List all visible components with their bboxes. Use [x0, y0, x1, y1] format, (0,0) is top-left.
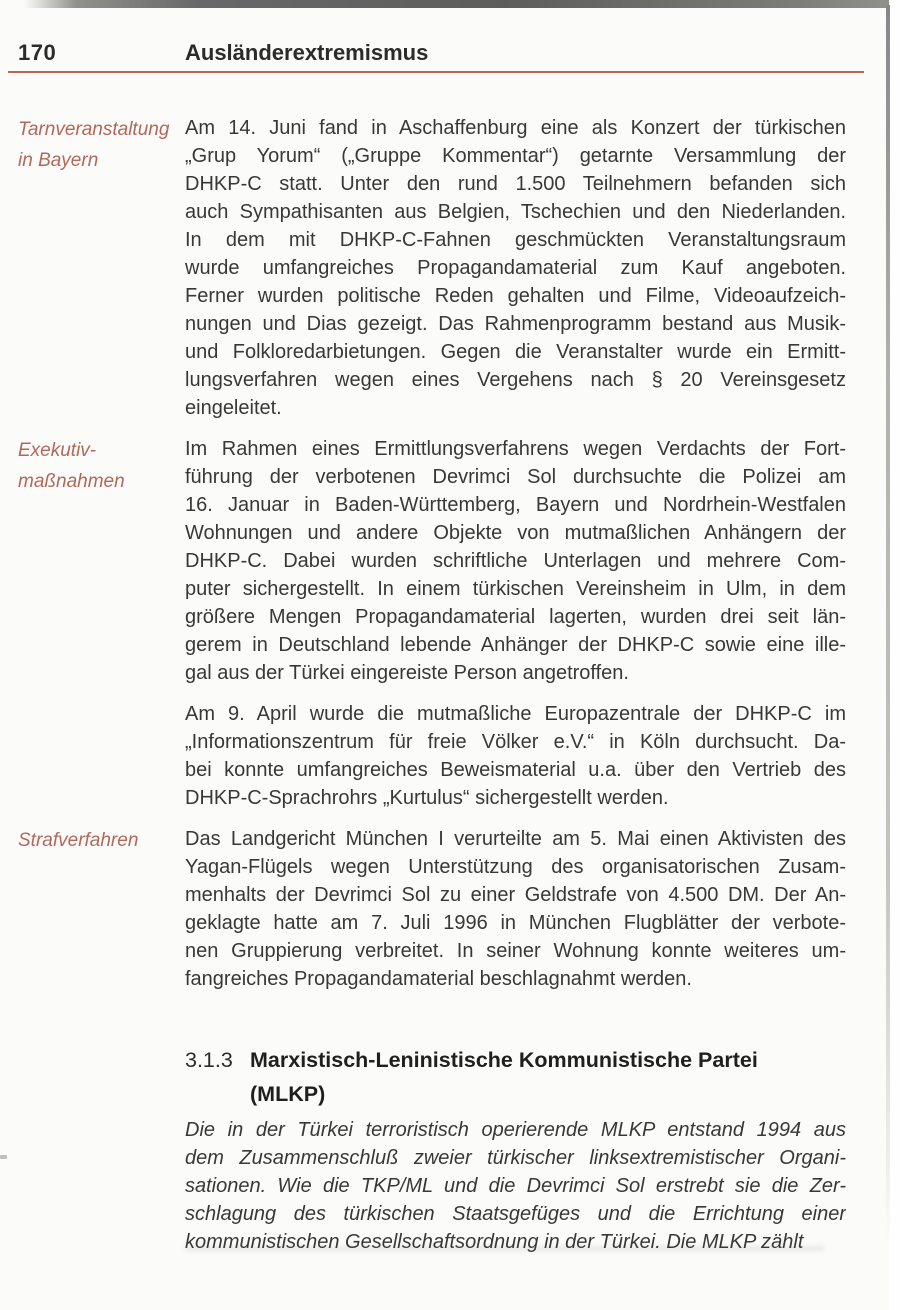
text-line: fangreiches Propagandamaterial beschlagnahmt werden.: [185, 968, 692, 990]
text-line: puter sichergestellt. In einem türkischen Vereinsheim in Ulm, in dem: [185, 578, 846, 600]
paragraph: [185, 825, 846, 993]
text-line: schlagung des türkischen Staatsgefüges und die Errichtung einer: [185, 1203, 846, 1225]
text-line: und Folkloredarbietungen. Gegen die Veranstalter wurde ein Ermitt-: [185, 341, 846, 363]
text-line: gerem in Deutschland lebende Anhänger der DHKP-C sowie eine ille-: [185, 634, 846, 656]
text-line: „Grup Yorum“ („Gruppe Kommentar“) getarnte Versammlung der: [185, 145, 846, 167]
margin-label-line: in Bayern: [18, 150, 99, 171]
heading-title-line: (MLKP): [250, 1082, 326, 1106]
page-title: Ausländerextremismus: [185, 40, 429, 65]
text-line: „Informationszentrum für freie Völker e.V.“ in Köln durchsucht. Da-: [185, 731, 846, 753]
paragraph: [185, 435, 846, 687]
text-line: menhalts der Devrimci Sol zu einer Geldstrafe von 4.500 DM. Der An-: [185, 884, 846, 906]
text-line: auch Sympathisanten aus Belgien, Tschechien und den Niederlanden.: [185, 201, 846, 223]
paragraph: [185, 114, 846, 422]
margin-label: [18, 114, 180, 176]
text-line: nen Gruppierung verbreitet. In seiner Wohnung konnte weiteres um-: [185, 940, 846, 962]
header-rule: [8, 71, 864, 73]
text-line: sationen. Wie die TKP/ML und die Devrimci Sol erstrebt sie die Zer-: [185, 1175, 846, 1197]
text-line: gal aus der Türkei eingereiste Person angetroffen.: [185, 662, 629, 684]
text-line: dem Zusammenschluß zweier türkischer linksextremistischer Organi-: [185, 1147, 846, 1169]
section-heading: [185, 1043, 846, 1111]
paragraph: [185, 700, 846, 812]
text-line: führung der verbotenen Devrimci Sol durchsuchte die Polizei am: [185, 466, 846, 488]
scan-top-edge: [24, 0, 900, 8]
margin-label: [18, 825, 180, 856]
text-line: Das Landgericht München I verurteilte am 5. Mai einen Aktivisten des: [185, 828, 846, 850]
margin-label-line: maßnahmen: [18, 471, 125, 492]
text-line: In dem mit DHKP-C-Fahnen geschmückten Veranstaltungsraum: [185, 229, 846, 251]
scan-speck: [0, 1155, 7, 1159]
text-line: eingeleitet.: [185, 397, 282, 419]
text-line: Am 9. April wurde die mutmaßliche Europazentrale der DHKP-C im: [185, 703, 846, 725]
margin-label-line: Strafverfahren: [18, 830, 139, 851]
section: [18, 435, 846, 687]
heading-line: [185, 1043, 846, 1077]
text-line: DHKP-C. Dabei wurden schriftliche Unterlagen und mehrere Com-: [185, 550, 846, 572]
text-line: größere Mengen Propagandamaterial lagerten, wurden drei seit län-: [185, 606, 846, 628]
margin-label: [18, 435, 180, 497]
text-line: DHKP-C statt. Unter den rund 1.500 Teilnehmern befanden sich: [185, 173, 846, 195]
section: [18, 114, 846, 422]
text-line: Wohnungen und andere Objekte von mutmaßlichen Anhängern der: [185, 522, 846, 544]
paragraph: [185, 1116, 846, 1256]
page-number: 170: [18, 40, 57, 65]
text-line: Die in der Türkei terroristisch operierende MLKP entstand 1994 aus: [185, 1119, 846, 1141]
text-line: kommunistischen Gesellschaftsordnung in der Türkei. Die MLKP zählt: [185, 1231, 804, 1253]
section: [18, 1116, 846, 1256]
text-line: Am 14. Juni fand in Aschaffenburg eine als Konzert der türkischen: [185, 117, 846, 139]
text-line: wurde umfangreiches Propagandamaterial zum Kauf angeboten.: [185, 257, 846, 279]
text-line: DHKP-C-Sprachrohrs „Kurtulus“ sichergestellt werden.: [185, 787, 669, 809]
heading-number: 3.1.3: [185, 1048, 233, 1072]
margin-label-line: Exekutiv-: [18, 440, 97, 461]
text-line: geklagte hatte am 7. Juli 1996 in München Flugblätter der verbote-: [185, 912, 846, 934]
text-line: lungsverfahren wegen eines Vergehens nach § 20 Vereinsgesetz: [185, 369, 846, 391]
margin-label-line: Tarnveranstaltung: [18, 119, 170, 140]
text-line: Yagan-Flügels wegen Unterstützung des organisatorischen Zusam-: [185, 856, 846, 878]
section: [18, 825, 846, 993]
text-line: Im Rahmen eines Ermittlungsverfahrens wegen Verdachts der Fort-: [185, 438, 846, 460]
section: [18, 700, 846, 812]
text-line: nungen und Dias gezeigt. Das Rahmenprogramm bestand aus Musik-: [185, 313, 846, 335]
content: [18, 114, 846, 1269]
scan-page-edge: [886, 5, 890, 1245]
text-line: Ferner wurden politische Reden gehalten und Filme, Videoaufzeich-: [185, 285, 846, 307]
heading-line: [185, 1077, 846, 1111]
text-line: bei konnte umfangreiches Beweismaterial u.a. über den Vertrieb des: [185, 759, 846, 781]
heading-title-line: Marxistisch-Leninistische Kommunistische Partei: [250, 1048, 758, 1072]
scan-right-gutter: [889, 0, 900, 1310]
text-line: 16. Januar in Baden-Württemberg, Bayern und Nordrhein-Westfalen: [185, 494, 846, 516]
